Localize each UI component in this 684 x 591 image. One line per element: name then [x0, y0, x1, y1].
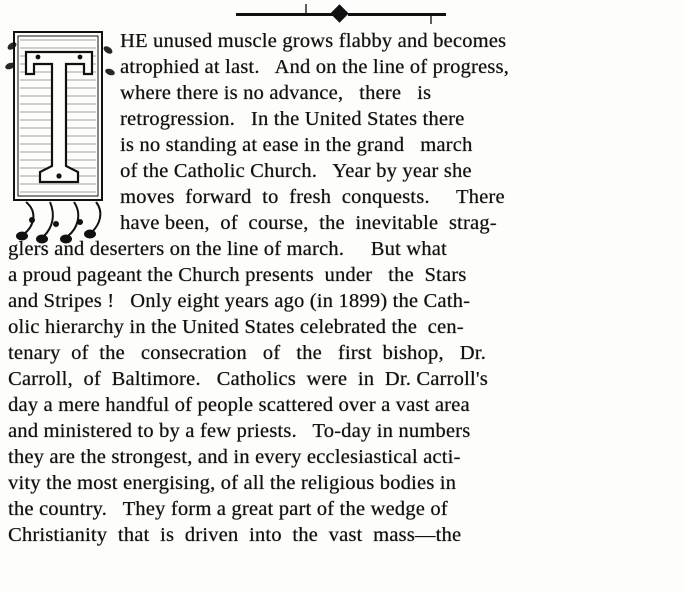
diamond-rule-divider — [0, 4, 684, 26]
text-line: atrophied at last. And on the line of progress, — [120, 56, 509, 78]
text-line: they are the strongest, and in every ecclesiastical acti- — [8, 446, 461, 468]
text-line: moves forward to fresh conquests. There — [120, 186, 505, 208]
text-line: Christianity that is driven into the vast mass—the — [8, 524, 462, 546]
divider-diamond-icon — [330, 4, 348, 22]
text-line: retrogression. In the United States there — [120, 108, 465, 130]
text-line: of the Catholic Church. Year by year she — [120, 160, 472, 182]
text-line: is no standing at ease in the grand march — [120, 134, 473, 156]
text-line: where there is no advance, there is — [120, 82, 432, 104]
text-line: HE unused muscle grows flabby and becomes — [120, 30, 507, 52]
text-line: the country. They form a great part of the wedge of — [8, 498, 448, 520]
divider-speck-left — [305, 4, 307, 13]
text-line: Carroll, of Baltimore. Catholics were in Dr. Carroll's — [8, 368, 488, 390]
text-line: and ministered to by a few priests. To-day in numbers — [8, 420, 471, 442]
text-line: tenary of the consecration of the first bishop, Dr. — [8, 342, 486, 364]
text-line: a proud pageant the Church presents under the Stars — [8, 264, 467, 286]
text-line: day a mere handful of people scattered over a vast area — [8, 394, 470, 416]
text-line: have been, of course, the inevitable strag- — [120, 212, 497, 234]
text-line: vity the most energising, of all the religious bodies in — [8, 472, 457, 494]
divider-speck-right — [430, 16, 432, 24]
text-line: olic hierarchy in the United States celebrated the cen- — [8, 316, 464, 338]
text-line: and Stripes ! Only eight years ago (in 1899) the Cath- — [8, 290, 471, 312]
divider-line-left — [236, 13, 334, 16]
drop-cap-initial — [4, 26, 116, 246]
text-line: glers and deserters on the line of march. But what — [8, 238, 447, 260]
